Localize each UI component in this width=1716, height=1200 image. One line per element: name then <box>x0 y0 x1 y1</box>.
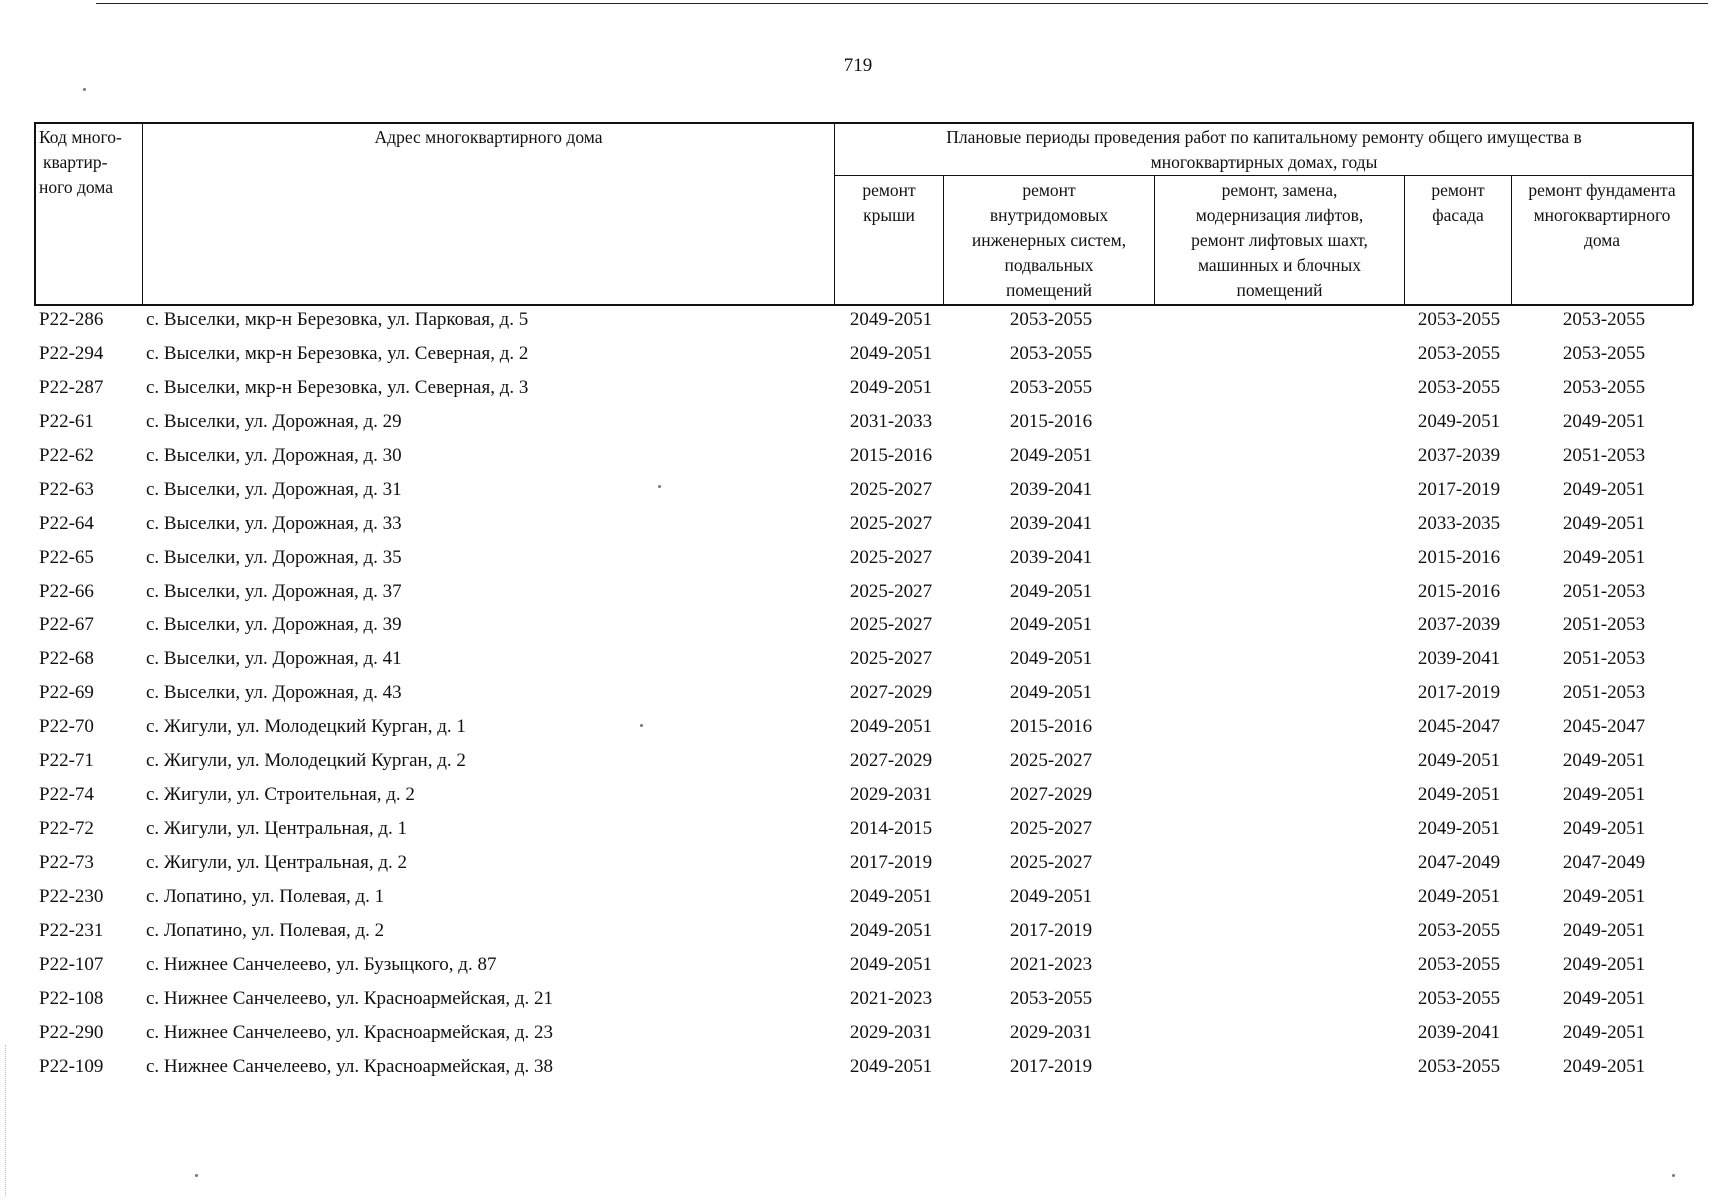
row-foundation-period: 2049-2051 <box>1562 885 1646 907</box>
row-code: P22-72 <box>39 818 94 840</box>
row-address: с. Выселки, ул. Дорожная, д. 29 <box>146 410 402 432</box>
row-engineering-period: 2025-2027 <box>1009 852 1093 873</box>
row-facade-period: 2039-2041 <box>1417 648 1501 670</box>
header-roof <box>835 178 943 228</box>
header-periods-line: многоквартирных домах, годы <box>1150 152 1378 172</box>
row-roof-period: 2029-2031 <box>849 1021 933 1043</box>
header-lifts-line: ремонт, замена, <box>1221 180 1338 200</box>
row-roof-period: 2025-2027 <box>849 648 933 670</box>
row-roof-period: 2025-2027 <box>849 614 933 636</box>
table-row <box>0 581 1716 615</box>
row-roof-period: 2049-2051 <box>849 342 933 364</box>
row-code: P22-70 <box>39 716 94 738</box>
header-rule-left <box>34 122 36 305</box>
row-address: с. Жигули, ул. Центральная, д. 2 <box>146 852 407 873</box>
table-row <box>0 852 1716 886</box>
row-facade-period: 2049-2051 <box>1417 885 1501 907</box>
row-code: P22-287 <box>39 376 104 398</box>
page-number: 719 <box>843 55 873 76</box>
row-foundation-period: 2049-2051 <box>1562 784 1646 806</box>
table-row <box>0 377 1716 411</box>
row-code: P22-294 <box>39 342 104 364</box>
row-facade-period: 2053-2055 <box>1417 342 1501 364</box>
row-roof-period: 2027-2029 <box>849 682 933 704</box>
row-code: P22-69 <box>39 682 94 704</box>
row-code: P22-65 <box>39 546 94 568</box>
row-facade-period: 2049-2051 <box>1417 784 1501 806</box>
row-roof-period: 2021-2023 <box>849 987 933 1009</box>
row-roof-period: 2014-2015 <box>849 818 933 840</box>
header-code <box>39 125 143 200</box>
scan-speck <box>83 88 86 91</box>
row-code: P22-64 <box>39 512 94 534</box>
row-foundation-period: 2049-2051 <box>1562 512 1646 534</box>
row-engineering-period: 2039-2041 <box>1009 512 1093 534</box>
header-roof-line: ремонт <box>862 180 916 200</box>
row-engineering-period: 2049-2051 <box>1009 682 1093 704</box>
row-foundation-period: 2051-2053 <box>1562 444 1646 466</box>
header-lifts-line: ремонт лифтовых шахт, <box>1191 230 1368 250</box>
table-row <box>0 750 1716 784</box>
header-facade-line: фасада <box>1432 205 1484 225</box>
row-facade-period: 2015-2016 <box>1417 580 1501 602</box>
row-address: с. Жигули, ул. Молодецкий Курган, д. 2 <box>146 750 466 772</box>
table-row <box>0 784 1716 818</box>
scan-speck <box>640 724 643 727</box>
table-row <box>0 547 1716 581</box>
table-row <box>0 1056 1716 1090</box>
row-address: с. Выселки, ул. Дорожная, д. 35 <box>146 546 402 568</box>
header-facade <box>1405 178 1511 228</box>
row-facade-period: 2053-2055 <box>1417 1055 1501 1077</box>
row-code: P22-73 <box>39 852 94 873</box>
row-facade-period: 2053-2055 <box>1417 987 1501 1009</box>
row-address: с. Нижнее Санчелеево, ул. Красноармейская, д. 38 <box>146 1055 554 1077</box>
table-row <box>0 513 1716 547</box>
row-foundation-period: 2049-2051 <box>1562 750 1646 772</box>
row-address: с. Нижнее Санчелеево, ул. Красноармейская, д. 21 <box>146 987 554 1009</box>
row-engineering-period: 2021-2023 <box>1009 953 1093 975</box>
row-foundation-period: 2049-2051 <box>1562 1021 1646 1043</box>
scan-speck <box>195 1174 198 1177</box>
row-engineering-period: 2053-2055 <box>1009 342 1093 364</box>
row-address: с. Выселки, мкр-н Березовка, ул. Парковая, д. 5 <box>146 309 529 330</box>
header-code-line: Код много- <box>39 127 122 147</box>
row-foundation-period: 2053-2055 <box>1562 342 1646 364</box>
row-code: P22-231 <box>39 919 104 941</box>
row-foundation-period: 2051-2053 <box>1562 648 1646 670</box>
row-engineering-period: 2049-2051 <box>1009 885 1093 907</box>
header-engineering-line: инженерных систем, <box>971 230 1127 250</box>
row-foundation-period: 2049-2051 <box>1562 546 1646 568</box>
header-engineering-line: внутридомовых <box>989 205 1109 225</box>
header-address <box>143 125 834 150</box>
row-foundation-period: 2047-2049 <box>1562 852 1646 873</box>
row-foundation-period: 2051-2053 <box>1562 682 1646 704</box>
table-row <box>0 648 1716 682</box>
header-lifts <box>1155 178 1404 303</box>
row-foundation-period: 2049-2051 <box>1562 919 1646 941</box>
row-facade-period: 2053-2055 <box>1417 953 1501 975</box>
row-roof-period: 2015-2016 <box>849 444 933 466</box>
row-facade-period: 2033-2035 <box>1417 512 1501 534</box>
row-facade-period: 2039-2041 <box>1417 1021 1501 1043</box>
header-engineering <box>944 178 1154 303</box>
row-facade-period: 2053-2055 <box>1417 376 1501 398</box>
row-foundation-period: 2049-2051 <box>1562 478 1646 500</box>
header-code-line: квартир- <box>43 152 108 172</box>
row-roof-period: 2049-2051 <box>849 376 933 398</box>
table-row <box>0 343 1716 377</box>
row-foundation-period: 2049-2051 <box>1562 818 1646 840</box>
row-engineering-period: 2049-2051 <box>1009 580 1093 602</box>
row-facade-period: 2017-2019 <box>1417 682 1501 704</box>
row-facade-period: 2049-2051 <box>1417 410 1501 432</box>
header-lifts-line: помещений <box>1236 280 1323 300</box>
row-code: P22-66 <box>39 580 94 602</box>
row-engineering-period: 2025-2027 <box>1009 750 1093 772</box>
row-address: с. Жигули, ул. Молодецкий Курган, д. 1 <box>146 716 466 738</box>
row-code: P22-107 <box>39 953 104 975</box>
row-code: P22-109 <box>39 1055 104 1077</box>
row-engineering-period: 2027-2029 <box>1009 784 1093 806</box>
row-engineering-period: 2017-2019 <box>1009 919 1093 941</box>
row-address: с. Выселки, мкр-н Березовка, ул. Северная, д. 2 <box>146 342 529 364</box>
row-code: P22-63 <box>39 478 94 500</box>
row-facade-period: 2053-2055 <box>1417 309 1501 330</box>
table-row <box>0 716 1716 750</box>
table-row <box>0 886 1716 920</box>
header-periods-line: Плановые периоды проведения работ по капитальному ремонту общего имущества в <box>946 127 1582 147</box>
header-foundation-line: ремонт фундамента <box>1528 180 1676 200</box>
row-code: P22-74 <box>39 784 94 806</box>
row-engineering-period: 2017-2019 <box>1009 1055 1093 1077</box>
row-address: с. Выселки, ул. Дорожная, д. 31 <box>146 478 402 500</box>
row-facade-period: 2037-2039 <box>1417 444 1501 466</box>
row-address: с. Нижнее Санчелеево, ул. Бузыцкого, д. 87 <box>146 953 497 975</box>
row-code: P22-67 <box>39 614 94 636</box>
row-engineering-period: 2025-2027 <box>1009 818 1093 840</box>
table-row <box>0 411 1716 445</box>
row-roof-period: 2049-2051 <box>849 919 933 941</box>
row-roof-period: 2049-2051 <box>849 716 933 738</box>
row-foundation-period: 2053-2055 <box>1562 309 1646 330</box>
row-address: с. Выселки, ул. Дорожная, д. 33 <box>146 512 402 534</box>
row-address: с. Выселки, ул. Дорожная, д. 43 <box>146 682 402 704</box>
row-foundation-period: 2049-2051 <box>1562 953 1646 975</box>
row-code: P22-290 <box>39 1021 104 1043</box>
row-facade-period: 2049-2051 <box>1417 750 1501 772</box>
row-foundation-period: 2049-2051 <box>1562 1055 1646 1077</box>
header-roof-line: крыши <box>863 205 915 225</box>
header-engineering-line: подвальных <box>1004 255 1094 275</box>
table-row <box>0 479 1716 513</box>
row-engineering-period: 2049-2051 <box>1009 614 1093 636</box>
header-lifts-line: модернизация лифтов, <box>1195 205 1364 225</box>
row-foundation-period: 2053-2055 <box>1562 376 1646 398</box>
row-address: с. Нижнее Санчелеево, ул. Красноармейская, д. 23 <box>146 1021 554 1043</box>
header-address-text: Адрес многоквартирного дома <box>374 127 603 147</box>
table-row <box>0 818 1716 852</box>
row-roof-period: 2025-2027 <box>849 580 933 602</box>
row-code: P22-230 <box>39 885 104 907</box>
header-lifts-line: машинных и блочных <box>1197 255 1362 275</box>
row-engineering-period: 2049-2051 <box>1009 444 1093 466</box>
row-roof-period: 2025-2027 <box>849 512 933 534</box>
row-address: с. Выселки, ул. Дорожная, д. 39 <box>146 614 402 636</box>
table-row <box>0 682 1716 716</box>
row-engineering-period: 2015-2016 <box>1009 410 1093 432</box>
row-foundation-period: 2045-2047 <box>1562 716 1646 738</box>
row-engineering-period: 2039-2041 <box>1009 478 1093 500</box>
row-address: с. Выселки, ул. Дорожная, д. 37 <box>146 580 402 602</box>
row-roof-period: 2025-2027 <box>849 478 933 500</box>
table-row <box>0 988 1716 1022</box>
table-row <box>0 1022 1716 1056</box>
row-engineering-period: 2029-2031 <box>1009 1021 1093 1043</box>
row-code: P22-61 <box>39 410 94 432</box>
scan-edge <box>5 1045 7 1195</box>
table-row <box>0 445 1716 479</box>
row-facade-period: 2047-2049 <box>1417 852 1501 873</box>
row-facade-period: 2049-2051 <box>1417 818 1501 840</box>
row-address: с. Жигули, ул. Центральная, д. 1 <box>146 818 407 840</box>
header-foundation <box>1512 178 1692 253</box>
table-row <box>0 614 1716 648</box>
row-facade-period: 2053-2055 <box>1417 919 1501 941</box>
row-address: с. Жигули, ул. Строительная, д. 2 <box>146 784 415 806</box>
table-row <box>0 954 1716 988</box>
row-code: P22-62 <box>39 444 94 466</box>
row-address: с. Лопатино, ул. Полевая, д. 1 <box>146 885 385 907</box>
row-roof-period: 2049-2051 <box>849 309 933 330</box>
row-code: P22-71 <box>39 750 94 772</box>
row-foundation-period: 2051-2053 <box>1562 614 1646 636</box>
row-facade-period: 2045-2047 <box>1417 716 1501 738</box>
row-code: P22-68 <box>39 648 94 670</box>
row-roof-period: 2025-2027 <box>849 546 933 568</box>
scan-speck <box>658 485 661 488</box>
table-row <box>0 309 1716 343</box>
header-group-rule <box>834 175 1693 176</box>
table-body <box>0 309 1716 1090</box>
header-code-line: ного дома <box>39 177 114 197</box>
row-engineering-period: 2015-2016 <box>1009 716 1093 738</box>
row-engineering-period: 2049-2051 <box>1009 648 1093 670</box>
row-engineering-period: 2053-2055 <box>1009 376 1093 398</box>
row-engineering-period: 2039-2041 <box>1009 546 1093 568</box>
row-roof-period: 2031-2033 <box>849 410 933 432</box>
header-bottom-rule <box>34 304 1693 306</box>
header-foundation-line: дома <box>1583 230 1621 250</box>
row-facade-period: 2037-2039 <box>1417 614 1501 636</box>
header-periods-group <box>835 125 1693 175</box>
row-address: с. Выселки, мкр-н Березовка, ул. Северная, д. 3 <box>146 376 529 398</box>
header-top-rule <box>34 122 1693 124</box>
row-code: P22-286 <box>39 309 104 330</box>
row-roof-period: 2049-2051 <box>849 885 933 907</box>
row-facade-period: 2017-2019 <box>1417 478 1501 500</box>
header-facade-line: ремонт <box>1431 180 1485 200</box>
row-code: P22-108 <box>39 987 104 1009</box>
header-engineering-line: ремонт <box>1022 180 1076 200</box>
header-engineering-line: помещений <box>1006 280 1092 300</box>
table-row <box>0 920 1716 954</box>
row-roof-period: 2049-2051 <box>849 1055 933 1077</box>
scan-speck <box>1672 1174 1675 1177</box>
row-address: с. Выселки, ул. Дорожная, д. 41 <box>146 648 402 670</box>
row-engineering-period: 2053-2055 <box>1009 987 1093 1009</box>
row-foundation-period: 2049-2051 <box>1562 987 1646 1009</box>
row-foundation-period: 2049-2051 <box>1562 410 1646 432</box>
row-foundation-period: 2051-2053 <box>1562 580 1646 602</box>
row-roof-period: 2029-2031 <box>849 784 933 806</box>
row-facade-period: 2015-2016 <box>1417 546 1501 568</box>
row-roof-period: 2049-2051 <box>849 953 933 975</box>
table-header <box>0 0 1716 310</box>
row-roof-period: 2017-2019 <box>849 852 933 873</box>
row-roof-period: 2027-2029 <box>849 750 933 772</box>
header-foundation-line: многоквартирного <box>1533 205 1671 225</box>
row-address: с. Выселки, ул. Дорожная, д. 30 <box>146 444 402 466</box>
row-engineering-period: 2053-2055 <box>1009 309 1093 330</box>
row-address: с. Лопатино, ул. Полевая, д. 2 <box>146 919 385 941</box>
